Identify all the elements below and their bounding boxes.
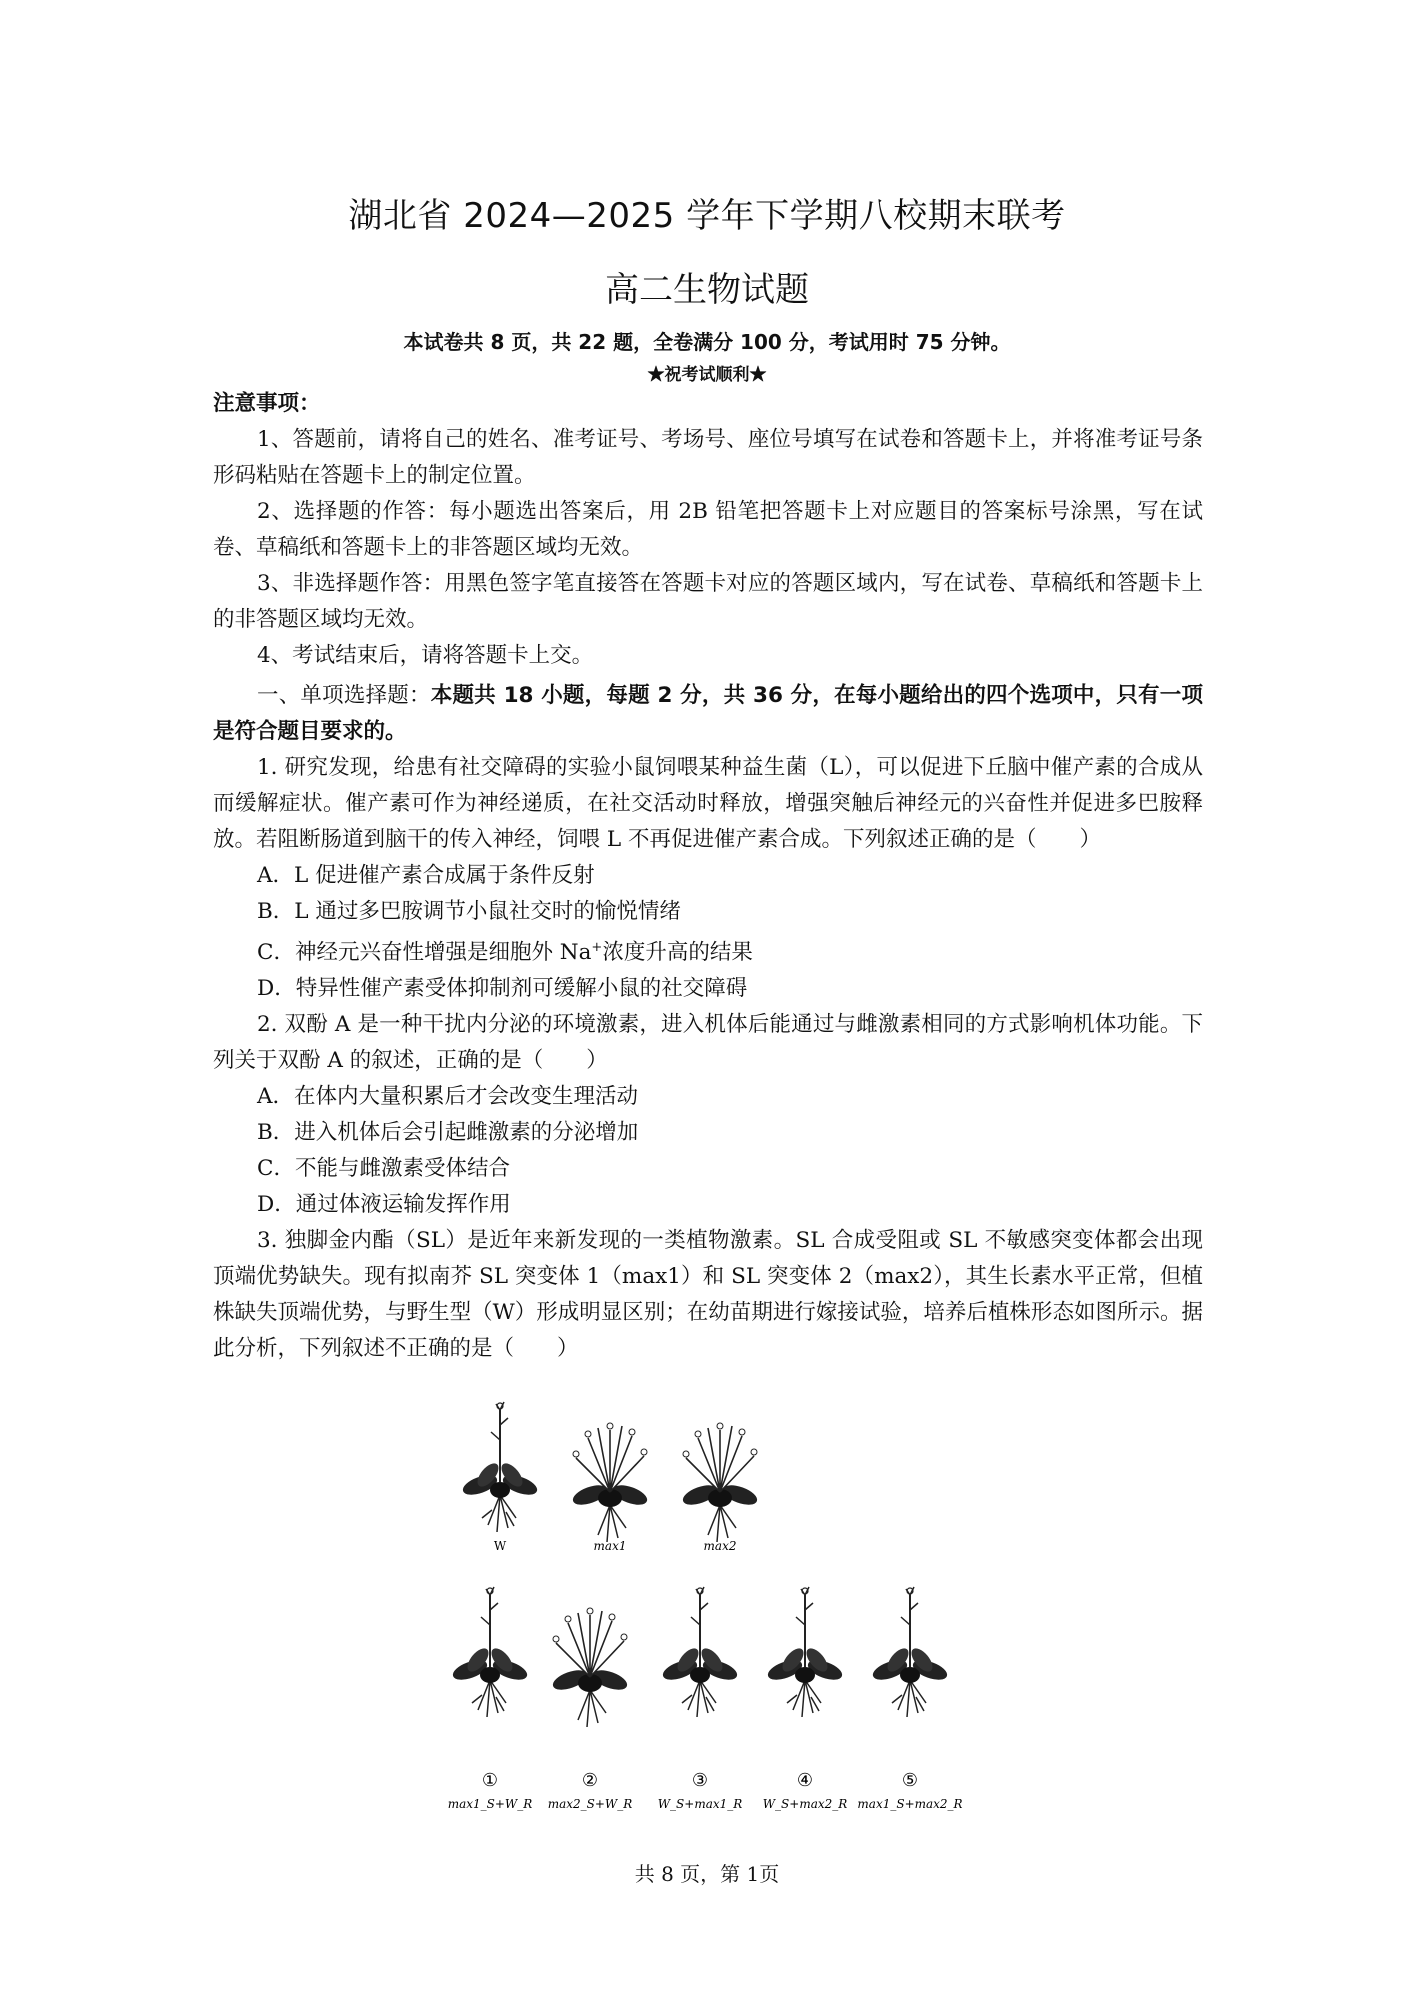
q1-option-c-text-end: 浓度升高的结果 — [602, 940, 753, 966]
graft-number-5: ⑤ — [901, 1770, 919, 1791]
grafting-figure — [440, 1400, 1020, 1820]
label-max2: max2 — [703, 1539, 737, 1553]
section-prefix: 一、单项选择题： — [257, 683, 431, 708]
graft-number-2: ② — [581, 1770, 599, 1791]
question-1-stem: 1. 研究发现，给患有社交障碍的实验小鼠饲喂某种益生菌（L），可以促进下丘脑中催产素的合成从而缓解症状。催产素可作为神经递质，在社交活动时释放，增强突触后神经元的兴奋性并促进多巴胺释放。若阻断肠道到脑干的传入神经，饲喂 L 不再促进催产素合成。下列叙述正确的是（ ） — [213, 755, 1203, 852]
plant-max1 — [570, 1423, 649, 1542]
plant-graft-5 — [870, 1587, 949, 1717]
graft-label-4: W_S+max2_R — [762, 1797, 848, 1811]
graft-label-1: max1_S+W_R — [447, 1797, 533, 1811]
blessing: ★祝考试顺利★ — [647, 365, 767, 385]
graft-number-3: ③ — [691, 1770, 709, 1791]
question-2-stem: 2. 双酚 A 是一种干扰内分泌的环境激素，进入机体后能通过与雌激素相同的方式影响机体功能。下列关于双酚 A 的叙述，正确的是（ ） — [213, 1012, 1203, 1074]
exam-subject-title: 高二生物试题 — [605, 270, 809, 310]
plant-w — [460, 1402, 539, 1532]
q2-option-d: D．通过体液运输发挥作用 — [257, 1192, 511, 1218]
plant-max2 — [680, 1423, 759, 1542]
section-heading — [213, 678, 1203, 750]
notice-heading: 注意事项： — [213, 391, 321, 416]
notice-item: 3、非选择题作答：用黑色签字笔直接答在答题卡对应的答题区域内，写在试卷、草稿纸和答题卡上的非答题区域均无效。 — [213, 571, 1203, 632]
label-w: W — [493, 1539, 507, 1553]
question-3-stem: 3. 独脚金内酯（SL）是近年来新发现的一类植物激素。SL 合成受阻或 SL 不敏感突变体都会出现顶端优势缺失。现有拟南芥 SL 突变体 1（max1）和 SL 突变体 2（max2），其生长素水平正常，但植株缺失顶端优势，与野生型（W）形成明显区别；在幼苗期进行嫁接试验，培养后植株形态如图所示。据此分析，下列叙述不正确的是（ ） — [213, 1228, 1203, 1362]
q2-option-c: C．不能与雌激素受体结合 — [257, 1156, 510, 1182]
graft-label-5: max1_S+max2_R — [857, 1797, 963, 1811]
q1-option-c — [213, 930, 1203, 971]
graft-label-2: max2_S+W_R — [547, 1797, 633, 1811]
section-text: 本题共 18 小题，每题 2 分，共 36 分，在每小题给出的四个选项中，只有一项是符合题目要求的。 — [213, 683, 1203, 744]
graft-number-4: ④ — [796, 1770, 814, 1791]
notice-item: 1、答题前，请将自己的姓名、准考证号、考场号、座位号填写在试卷和答题卡上，并将准考证号条形码粘贴在答题卡上的制定位置。 — [213, 427, 1203, 488]
page-footer: 共 8 页，第 1页 — [634, 1862, 780, 1886]
exam-info: 本试卷共 8 页，共 22 题，全卷满分 100 分，考试用时 75 分钟。 — [403, 330, 1011, 354]
graft-label-3: W_S+max1_R — [657, 1797, 743, 1811]
q2-option-a: A．在体内大量积累后才会改变生理活动 — [257, 1084, 639, 1110]
q1-option-c-text: C．神经元兴奋性增强是细胞外 Na — [257, 940, 592, 966]
plant-graft-1 — [450, 1587, 529, 1717]
exam-main-title: 湖北省 2024—2025 学年下学期八校期末联考 — [348, 196, 1066, 236]
q1-option-a: A．L 促进催产素合成属于条件反射 — [257, 863, 595, 888]
plant-graft-4 — [765, 1587, 844, 1717]
notice-item: 2、选择题的作答：每小题选出答案后，用 2B 铅笔把答题卡上对应题目的答案标号涂黑，写在试卷、草稿纸和答题卡上的非答题区域均无效。 — [213, 499, 1203, 560]
plant-graft-3 — [660, 1587, 739, 1717]
notice-item: 4、考试结束后，请将答题卡上交。 — [257, 643, 594, 668]
q1-option-d: D．特异性催产素受体抑制剂可缓解小鼠的社交障碍 — [257, 976, 748, 1002]
q2-option-b: B．进入机体后会引起雌激素的分泌增加 — [257, 1120, 639, 1146]
label-max1: max1 — [593, 1539, 627, 1553]
notice-section — [213, 386, 1203, 1367]
q1-option-c-sup: + — [591, 940, 603, 955]
plant-graft-2 — [550, 1608, 629, 1727]
graft-number-1: ① — [481, 1770, 499, 1791]
q1-option-b: B．L 通过多巴胺调节小鼠社交时的愉悦情绪 — [257, 899, 681, 924]
